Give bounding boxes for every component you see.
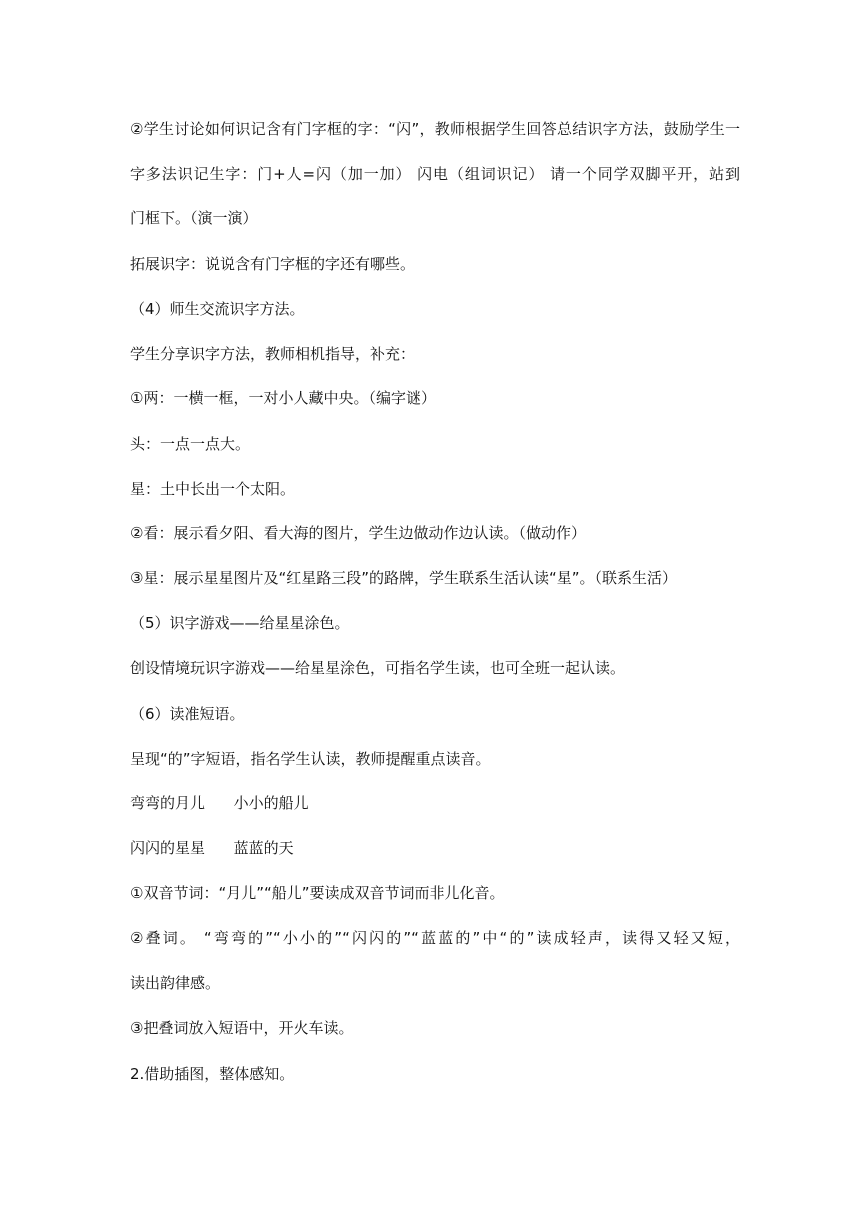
paragraph-line: 门框下。（演一演） — [130, 209, 258, 227]
section-heading: （5）识字游戏——给星星涂色。 — [130, 614, 350, 632]
section-heading: 2.借助插图，整体感知。 — [130, 1065, 295, 1083]
paragraph-line: ①双音节词：“月儿”“船儿”要读成双音节词而非儿化音。 — [130, 884, 505, 902]
paragraph-line: ①两：一横一框，一对小人藏中央。（编字谜） — [130, 389, 436, 407]
paragraph-line: 读出韵律感。 — [130, 974, 221, 992]
paragraph-line: ③星：展示星星图片及“红星路三段”的路牌，学生联系生活认读“星”。（联系生活） — [130, 569, 678, 587]
section-heading: （4）师生交流识字方法。 — [130, 300, 305, 318]
paragraph-line: 呈现“的”字短语，指名学生认读，教师提醒重点读音。 — [130, 750, 491, 768]
paragraph-line: 头：一点一点大。 — [130, 435, 251, 453]
paragraph-line: ③把叠词放入短语中，开火车读。 — [130, 1019, 354, 1037]
paragraph-line: ②学生讨论如何识记含有门字框的字：“闪”，教师根据学生回答总结识字方法，鼓励学生一 — [130, 120, 740, 138]
phrase-line: 弯弯的月儿 小小的船儿 — [130, 794, 309, 812]
paragraph-line: ②叠词。 “弯弯的”“小小的”“闪闪的”“蓝蓝的”中“的”读成轻声，读得又轻又短， — [130, 929, 740, 947]
phrase-line: 闪闪的星星 蓝蓝的天 — [130, 839, 294, 857]
paragraph-line: 星：土中长出一个太阳。 — [130, 480, 296, 498]
paragraph-line: 学生分享识字方法，教师相机指导，补充： — [130, 345, 416, 363]
paragraph-line: 字多法识记生字：门+人=闪（加一加） 闪电（组词识记） 请一个同学双脚平开，站到 — [130, 165, 740, 183]
paragraph-line: 拓展识字：说说含有门字框的字还有哪些。 — [130, 255, 416, 273]
section-heading: （6）读准短语。 — [130, 705, 245, 723]
paragraph-line: 创设情境玩识字游戏——给星星涂色，可指名学生读，也可全班一起认读。 — [130, 659, 626, 677]
paragraph-line: ②看：展示看夕阳、看大海的图片，学生边做动作边认读。（做动作） — [130, 524, 586, 542]
